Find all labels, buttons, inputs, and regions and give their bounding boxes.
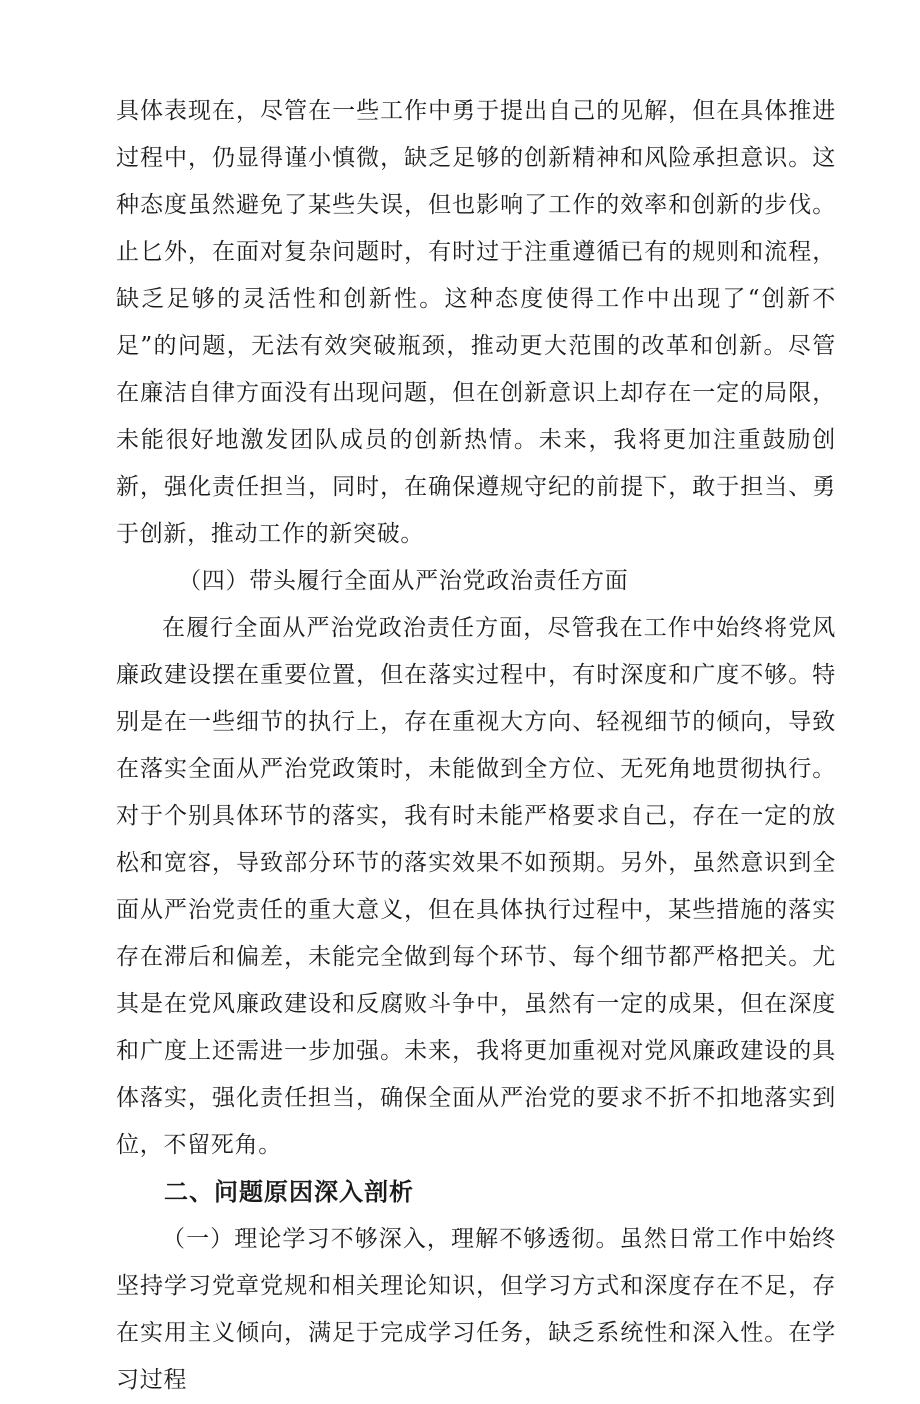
subheading-section-4: （四）带头履行全面从严治党政治责任方面 [178,568,629,594]
document-body [116,88,836,1404]
paragraph-party-responsibility: 在履行全面从严治党政治责任方面，尽管我在工作中始终将党风廉政建设摆在重要位置，但在落实过程中，有时深度和广度不够。特别是在一些细节的执行上，存在重视大方向、轻视细节的倾向，导致在落实全面从严治党政策时，未能做到全方位、无死角地贯彻执行。对于个别具体环节的落实，我有时未能严格要求自己，存在一定的放松和宽容，导致部分环节的落实效果不如预期。另外，虽然意识到全面从严治党责任的重大意义，但在具体执行过程中，某些措施的落实存在滞后和偏差，未能完全做到每个环节、每个细节都严格把关。尤其是在党风廉政建设和反腐败斗争中，虽然有一定的成果，但在深度和广度上还需进一步加强。未来，我将更加重视对党风廉政建设的具体落实，强化责任担当，确保全面从严治党的要求不折不扣地落实到位，不留死角。 [116,615,836,1158]
section-heading-cause-analysis: 二、问题原因深入剖析 [164,1178,414,1206]
paragraph-cause-theory-study: （一）理论学习不够深入，理解不够透彻。虽然日常工作中始终坚持学习党章党规和相关理论知识，但学习方式和深度存在不足，存在实用主义倾向，满足于完成学习任务，缺乏系统性和深入性。在学习过程 [116,1226,836,1393]
paragraph-continued: 具体表现在，尽管在一些工作中勇于提出自己的见解，但在具体推进过程中，仍显得谨小慎微，缺乏足够的创新精神和风险承担意识。这种态度虽然避免了某些失误，但也影响了工作的效率和创新的步伐。止匕外，在面对复杂问题时，有时过于注重遵循已有的规则和流程，缺乏足够的灵活性和创新性。这种态度使得工作中出现了“创新不足”的问题，无法有效突破瓶颈，推动更大范围的改革和创新。尽管在廉洁自律方面没有出现问题，但在创新意识上却存在一定的局限，未能很好地激发团队成员的创新热情。未来，我将更加注重鼓励创新，强化责任担当，同时，在确保遵规守纪的前提下，敢于担当、勇于创新，推动工作的新突破。 [116,98,836,547]
